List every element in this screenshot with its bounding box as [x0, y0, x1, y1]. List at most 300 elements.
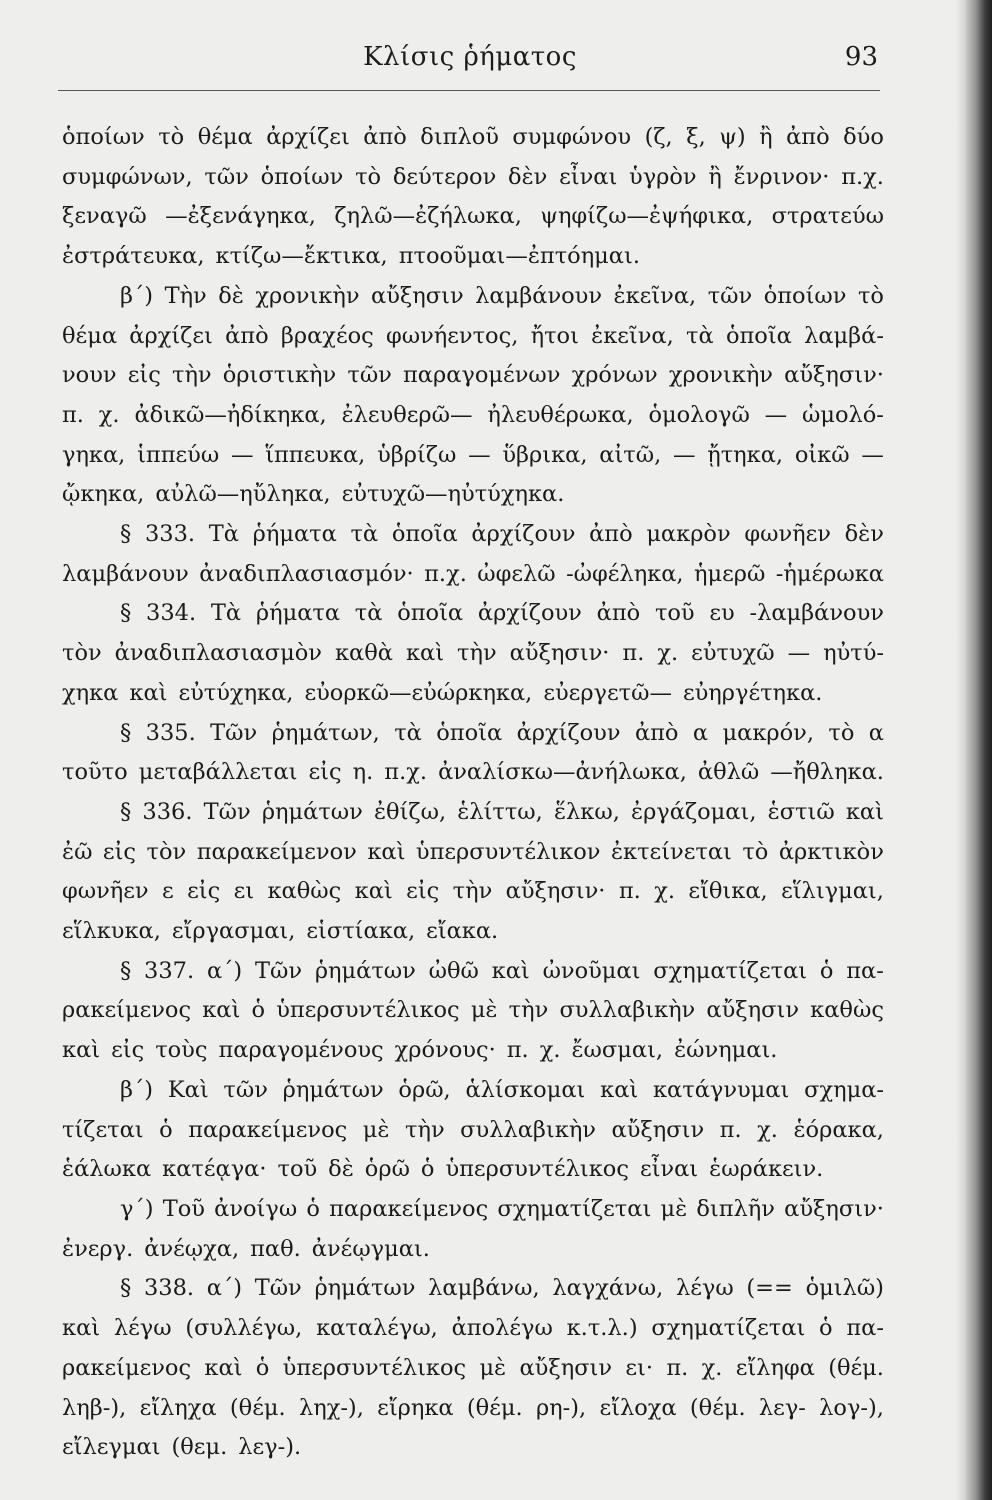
text-line [62, 317, 884, 357]
word: παθ. [250, 1235, 301, 1262]
word: αὐλῶ—ηὔληκα, [155, 481, 331, 508]
word: ἢ [708, 163, 722, 190]
word: συλλαβικὴν [559, 997, 696, 1024]
text-line [62, 475, 884, 515]
word: τῶν [707, 282, 753, 309]
text-line [62, 1269, 884, 1309]
word: τὸν [146, 838, 187, 865]
word: β΄) [120, 1076, 154, 1103]
word: ληβ-), [62, 1394, 127, 1421]
word: § [120, 521, 132, 548]
word: ἕλκω, [553, 798, 620, 825]
word: μὲ [470, 997, 498, 1024]
word: κτίζω—ἔκτικα, [215, 243, 388, 270]
word: τὴν [172, 362, 212, 389]
word: μὲ [660, 1195, 688, 1222]
word: ἐῶ [62, 838, 93, 865]
word: καὶ [129, 679, 168, 706]
word: π. [506, 1037, 529, 1064]
word: τὸ [742, 838, 769, 865]
word: ἑστιῶ [767, 798, 835, 825]
word: εἶναι [639, 1156, 699, 1183]
word: 336. [142, 798, 193, 825]
word: εὐτυχῶ [691, 640, 775, 667]
word: τὸ [857, 282, 884, 309]
word: παραγομένων [403, 362, 561, 389]
word: —ἤθληκα. [770, 759, 884, 786]
word: λεγ-). [238, 1434, 302, 1461]
word: ἀρχίζει [266, 124, 350, 150]
word: ληχ-), [298, 1394, 364, 1421]
word: ἢ [759, 124, 773, 150]
word: Τὰ [208, 521, 239, 548]
word: — [787, 640, 811, 667]
word: ἐκεῖνα, [613, 282, 697, 309]
word: ὁποῖα [397, 600, 464, 627]
word: δὲ [328, 1156, 354, 1183]
word: πα- [846, 957, 884, 984]
word: τὸν [62, 640, 102, 667]
word: ἡμερῶ [694, 560, 766, 587]
word: α [868, 719, 884, 746]
word: (συλλέγω, [185, 1315, 303, 1342]
word: εἰς [406, 878, 440, 905]
word: ὁποίων [260, 163, 344, 190]
word: ὠφελῶ [477, 560, 556, 587]
word: ξεναγῶ [62, 203, 147, 230]
word: — [230, 441, 254, 468]
word: 337. [144, 957, 195, 984]
word: στρατεύω [771, 203, 884, 230]
word: λαμβάνω, [428, 1275, 540, 1302]
word: τῶν [347, 362, 392, 389]
word: εὐτύχηκα, [178, 679, 294, 706]
word: ἀρχίζουν [471, 521, 576, 548]
word: καὶ [405, 640, 445, 667]
word: ἀρχίζουν [516, 719, 621, 746]
word: ἁλίσκομαι [465, 1076, 586, 1103]
word: χ. [701, 1354, 723, 1381]
word: ἀρκτικὸν [778, 838, 884, 865]
word: ἐνεργ. [62, 1235, 134, 1262]
text-line [62, 436, 884, 476]
word: ὑβρίζω [377, 441, 457, 468]
text-line [62, 237, 884, 277]
word: ἐθίζω, [373, 798, 447, 825]
text-line [62, 594, 884, 634]
word: χρόνους· [394, 1037, 496, 1064]
word: ἀνέῳχα, [144, 1235, 240, 1262]
word: ἐργάζομαι, [631, 798, 757, 825]
word: Τὰ [210, 600, 242, 627]
word: τοῦτο [62, 759, 128, 786]
word: καθὼς [810, 997, 884, 1024]
word: Τοῦ [162, 1195, 205, 1222]
word: αὔξησιν· [784, 362, 884, 389]
word: ἀθλῶ [697, 759, 760, 786]
word: ἑόρακα, [793, 1116, 884, 1143]
word: α [692, 719, 709, 746]
word: εὐηργέτηκα. [682, 679, 823, 706]
word: φωνῆεν [744, 521, 831, 548]
word: ρακείμενος [62, 997, 192, 1024]
text-line [62, 555, 884, 595]
word: § [120, 1275, 132, 1302]
word: 338. [143, 1275, 195, 1302]
word: § [120, 600, 132, 627]
word: τὴν [508, 997, 549, 1024]
word: καὶ [845, 798, 884, 825]
word: εἴλεγμαι [62, 1434, 161, 1461]
word: ει· [625, 1354, 654, 1381]
word: ἠλευθέρωκα, [487, 401, 634, 428]
word: 333. [144, 521, 196, 548]
text-line [62, 1389, 884, 1429]
word: κ.τ.λ.) [566, 1315, 638, 1342]
word: α΄) [206, 1275, 242, 1302]
text-line [62, 1111, 884, 1151]
word: χ. [654, 878, 675, 905]
word: π. [666, 1354, 689, 1381]
word: καὶ [62, 1037, 101, 1064]
word: ἐώνημαι. [674, 1037, 778, 1064]
word: καὶ [354, 878, 393, 905]
word: ὁ [420, 1156, 435, 1183]
word: τὴν [405, 1116, 445, 1143]
word: π.χ. [424, 560, 467, 587]
word: χ. [539, 1037, 561, 1064]
word: λαγχάνω, [552, 1275, 664, 1302]
word: εἶναι [559, 163, 618, 190]
word: εἵλκυκα, [62, 918, 161, 945]
word: θέμα [197, 124, 253, 150]
word: παρακείμενος [329, 1195, 489, 1222]
word: ὁ [251, 997, 266, 1024]
word: καὶ [491, 957, 530, 984]
word: λαμβά- [804, 322, 884, 349]
word: χ. [657, 640, 679, 667]
text-line [62, 515, 884, 555]
word: ὁμολογῶ [648, 401, 750, 428]
word: χηκα [62, 679, 119, 706]
word: ε [162, 878, 174, 905]
word: (θέμ. [828, 1354, 884, 1381]
word: ῥήματα [255, 600, 341, 627]
word: δὲ [218, 282, 244, 309]
word: βραχέος [280, 322, 374, 349]
word: τὸ [355, 163, 382, 190]
word: σχηματίζεται [653, 957, 808, 984]
word: (== [746, 1275, 793, 1302]
word: π.χ. [841, 163, 884, 190]
word: ἀπὸ [596, 600, 641, 627]
word: χ. [757, 1116, 778, 1143]
word: ευ [709, 600, 735, 627]
word: κατέᾳγα· [162, 1156, 267, 1183]
text-line [62, 356, 884, 396]
word: (θέμ. [466, 1394, 523, 1421]
word: ὑπερσυντέλικον [415, 838, 601, 865]
body-text [62, 118, 884, 1468]
text-line [62, 396, 884, 436]
word: ὑγρὸν [629, 163, 697, 190]
word: ει [233, 878, 255, 905]
text-line [62, 872, 884, 912]
text-line [62, 1150, 884, 1190]
word: εὐτυχῶ—ηὐτύχηκα. [341, 481, 565, 508]
word: πτοοῦμαι—ἐπτόημαι. [398, 243, 640, 270]
word: χρονικὴν [668, 362, 773, 389]
word: τῶν [223, 1076, 268, 1103]
word: εὐορκῶ—εὐώρκηκα, [304, 679, 533, 706]
word: σχηματίζεται [497, 1195, 652, 1222]
word: αὔξησιν· [784, 1195, 884, 1222]
text-line [62, 118, 884, 158]
word: καθὼς [267, 878, 342, 905]
word: ὁποῖα [391, 521, 458, 548]
word: ἀπὸ [634, 719, 679, 746]
word: § [120, 719, 132, 746]
word: —ἐξενάγηκα, [165, 203, 316, 230]
text-line [62, 1071, 884, 1111]
word: εἴθικα, [688, 878, 768, 905]
word: συμφώνων, [62, 163, 193, 190]
word: αἰτῶ, [599, 441, 662, 468]
word: δύο [843, 124, 884, 150]
word: εἴλοχα [599, 1394, 677, 1421]
word: εἴληφα [735, 1354, 815, 1381]
word: 335. [145, 719, 196, 746]
word: ηὐτύ- [823, 640, 884, 667]
word: καὶ [202, 997, 241, 1024]
word: — [468, 441, 491, 468]
word: ὠθῶ [428, 957, 479, 984]
word: λογ-), [819, 1394, 884, 1421]
word: ἐλευθερῶ— [341, 401, 473, 428]
word: — [764, 401, 788, 428]
word: ἐκεῖνα, [591, 322, 674, 349]
word: (ζ, [644, 124, 673, 150]
page-number: 93 [844, 42, 878, 72]
text-line [62, 991, 884, 1031]
text-line [62, 674, 884, 714]
word: α΄) [206, 957, 243, 984]
text-line [62, 277, 884, 317]
word: παρακείμενον [196, 838, 357, 865]
word: ὁ [306, 1195, 320, 1222]
word: Τὴν [164, 282, 207, 309]
word: συλλαβικὴν [460, 1116, 596, 1143]
word: λέγω [113, 1315, 172, 1342]
text-line [62, 158, 884, 198]
word: λεγ- [758, 1394, 806, 1421]
word: β΄) [120, 282, 154, 309]
word: τὸ [828, 719, 855, 746]
word: ἀνοίγω [214, 1195, 298, 1222]
word: εἰς [111, 1037, 145, 1064]
word: λαμβάνουν [475, 282, 603, 309]
word: φωνῆεν [62, 878, 149, 905]
word: ἀναδιπλασιασμόν· [199, 560, 414, 587]
page-edge [966, 0, 992, 1500]
word: τὴν [457, 640, 497, 667]
word: μὲ [362, 1116, 390, 1143]
word: τοὺς [155, 1037, 208, 1064]
word: ἀδικῶ—ἠδίκηκα, [134, 401, 327, 428]
word: ὁρῶ, [398, 1076, 451, 1103]
word: ἐκτείνεται [610, 838, 732, 865]
word: π. [618, 878, 641, 905]
word: § [120, 798, 132, 825]
word: π. [622, 640, 645, 667]
text-line [62, 197, 884, 237]
word: ᾔτηκα, [707, 441, 784, 468]
word: ἀνέῳγμαι. [311, 1235, 430, 1262]
word: Καὶ [167, 1076, 209, 1103]
word: ὠνοῦμαι [542, 957, 641, 984]
word: εἵλιγμαι, [781, 878, 884, 905]
word: λαμβάνουν [62, 560, 189, 587]
word: εἴρηκα [377, 1394, 454, 1421]
word: δὲν [844, 521, 884, 548]
word: ὁ [819, 957, 834, 984]
word: παρακείμενος [188, 1116, 348, 1143]
word: ἐστράτευκα, [62, 243, 205, 270]
word: ἤτοι [530, 322, 579, 349]
word: ὁποίων [62, 124, 145, 150]
word: ὁποῖα [725, 322, 792, 349]
word: ἀναδιπλασιασμὸν [114, 640, 322, 667]
word: μεταβάλλεται [138, 759, 298, 786]
word: § [120, 957, 132, 984]
word: φωνήεντος, [386, 322, 519, 349]
word: χρονικὴν [255, 282, 360, 309]
text-line [62, 634, 884, 674]
word: χρόνων [571, 362, 658, 389]
word: ψ) [719, 124, 746, 150]
word: ὁρῶ [364, 1156, 410, 1183]
word: ὁ [819, 1315, 833, 1342]
word: -ἡμέρωκα [775, 560, 884, 587]
word: εὐεργετῶ— [543, 679, 672, 706]
word: αὔξησιν [371, 282, 464, 309]
text-line [62, 753, 884, 793]
word: παραγομένους [218, 1037, 384, 1064]
text-line [62, 1031, 884, 1071]
text-line [62, 1349, 884, 1389]
header-rule [58, 90, 880, 91]
word: κατάγνυμαι [652, 1076, 790, 1103]
word: ὁποίων [763, 282, 847, 309]
word: οἰκῶ [794, 441, 850, 468]
word: η. [352, 759, 374, 786]
text-line [62, 1309, 884, 1349]
word: ἀπὸ [589, 521, 633, 548]
word: αὔξησιν [611, 1116, 705, 1143]
word: μακρὸν [646, 521, 731, 548]
word: σχημα- [804, 1076, 884, 1103]
word: (θέμ. [689, 1394, 746, 1421]
word: ἀρχίζουν [477, 600, 582, 627]
word: ἔωσμαι, [571, 1037, 664, 1064]
word: ἑωράκειν. [709, 1156, 824, 1183]
word: τοῦ [654, 600, 695, 627]
word: ὁποῖα [436, 719, 503, 746]
text-line [62, 1190, 884, 1230]
word: χ. [98, 401, 120, 428]
word: εἱστίακα, [306, 918, 416, 945]
word: τὸ [158, 124, 185, 150]
word: διπλοῦ [420, 124, 499, 150]
word: εἰς [127, 362, 161, 389]
word: ἀπολέγω [451, 1315, 553, 1342]
word: νουν [62, 362, 117, 389]
word: ἀπὸ [786, 124, 830, 150]
word: Τῶν [210, 719, 258, 746]
word: γηκα, [62, 441, 126, 468]
word: ῥήματα [252, 521, 337, 548]
word: — [672, 441, 696, 468]
word: τὰ [686, 322, 714, 349]
word: ψηφίζω—ἐψήφικα, [540, 203, 754, 230]
word: Τῶν [254, 1275, 302, 1302]
text-line [62, 912, 884, 952]
word: ἔνρινον· [733, 163, 830, 190]
word: ἀρχίζει [129, 322, 213, 349]
word: ὁ [159, 1116, 173, 1143]
word: ρη-), [535, 1394, 587, 1421]
word: καὶ [367, 838, 406, 865]
word: ῥημάτων [314, 1275, 416, 1302]
word: ζηλῶ—ἐζήλωκα, [334, 203, 522, 230]
word: εἴργασμαι, [171, 918, 296, 945]
word: -λαμβάνουν [749, 600, 884, 627]
page-header [0, 42, 940, 82]
word: αὔξησιν· [505, 878, 606, 905]
word: (θεμ. [171, 1434, 228, 1461]
word: καὶ [600, 1076, 639, 1103]
word: τὰ [354, 600, 383, 627]
word: — [861, 441, 884, 468]
word: αὔξησιν [706, 997, 800, 1024]
word: ἑάλωκα [62, 1156, 152, 1183]
word: ῥημάτων, [271, 719, 380, 746]
word: συμφώνου [512, 124, 632, 150]
word: πα- [846, 1315, 884, 1342]
text-line [62, 1428, 884, 1468]
word: τίζεται [62, 1116, 144, 1143]
word: 334. [146, 600, 197, 627]
word: ὑπερσυντέλικος [282, 1354, 467, 1381]
word: δεύτερον [392, 163, 497, 190]
word: διπλῆν [696, 1195, 775, 1222]
word: καταλέγω, [316, 1315, 438, 1342]
word: ρακείμενος [62, 1354, 192, 1381]
word: ᾤκηκα, [62, 481, 145, 508]
word: σχηματίζεται [651, 1315, 806, 1342]
word: θέμα [62, 322, 118, 349]
word: μακρόν, [722, 719, 814, 746]
text-line [62, 793, 884, 833]
word: -ὠφέληκα, [566, 560, 684, 587]
word: π. [62, 401, 84, 428]
running-title: Κλίσις ῥήματος [363, 42, 577, 72]
word: εἴακα. [426, 918, 499, 945]
word: ῥημάτων [282, 1076, 384, 1103]
word: εἰς [102, 838, 137, 865]
word: ῥημάτων [261, 798, 363, 825]
word: εἰς [187, 878, 221, 905]
